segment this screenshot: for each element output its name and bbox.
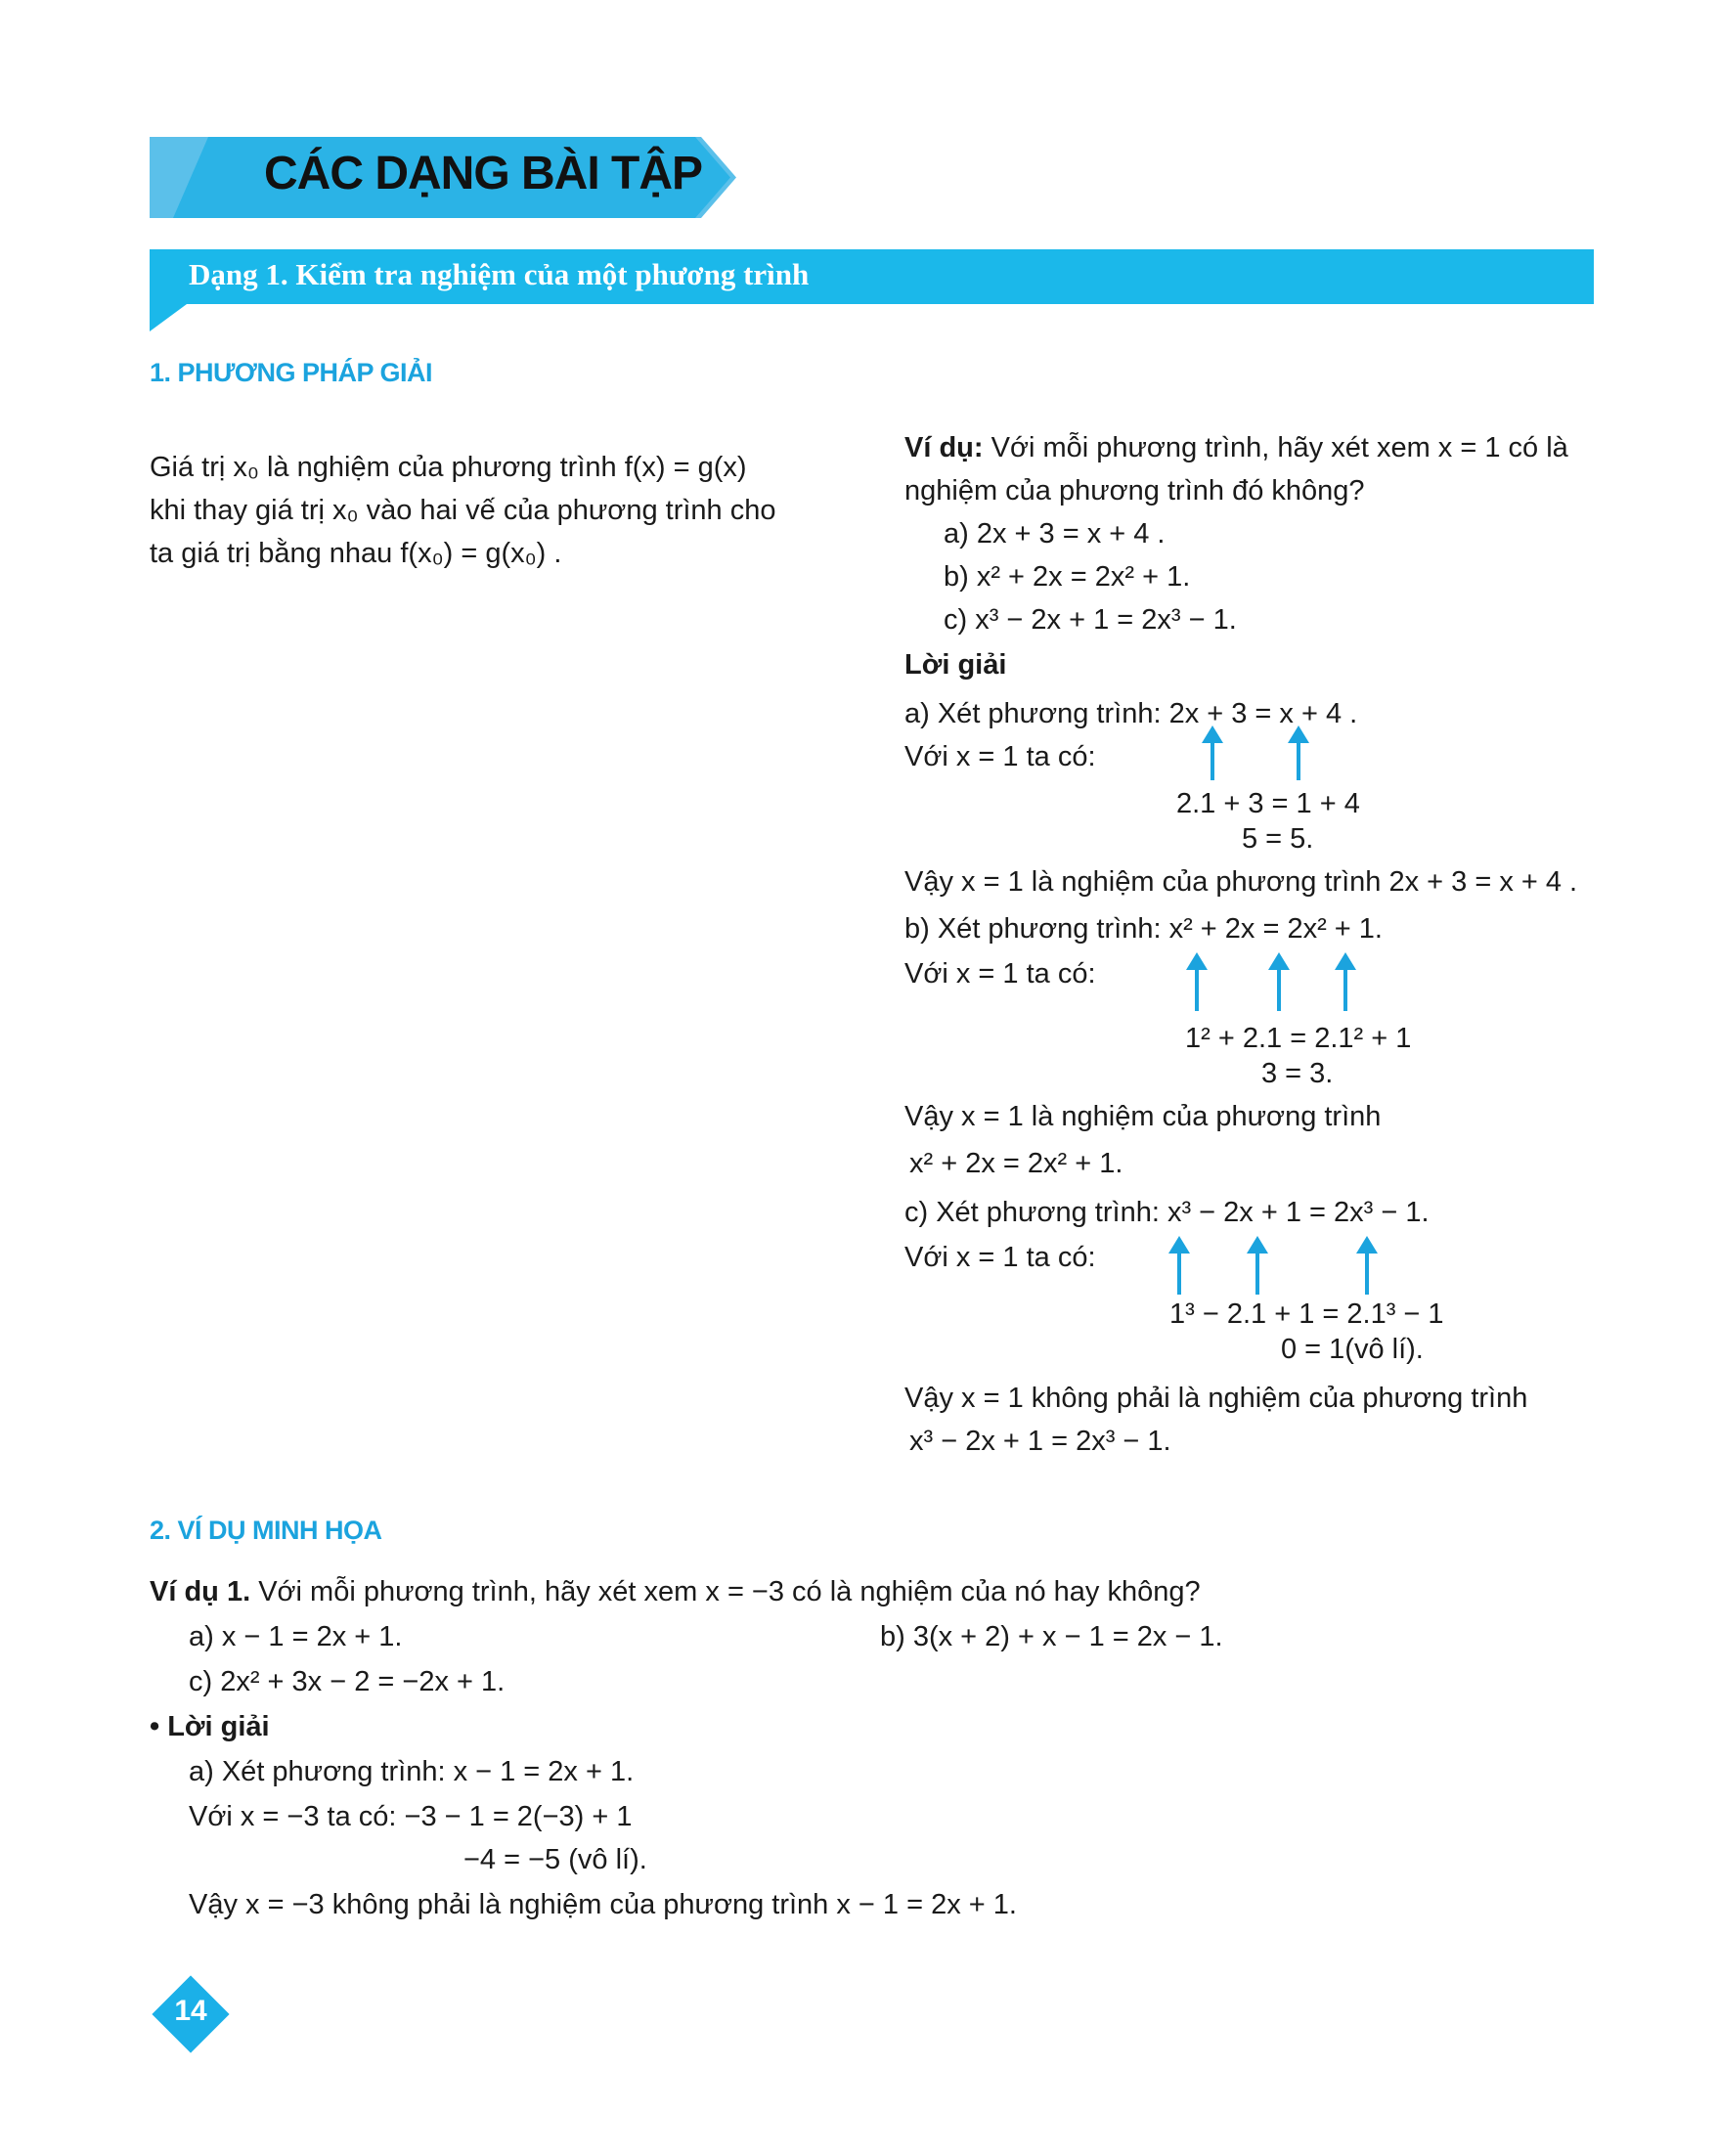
solution-a-line-2: Với x = 1 ta có:	[904, 741, 1096, 772]
solution-a-line-1: a) Xét phương trình: 2x + 3 = x + 4 .	[904, 698, 1358, 729]
solution-b-line-4: 3 = 3.	[1261, 1058, 1334, 1089]
method-line-1: Giá trị x₀ là nghiệm của phương trình f(x) = g(x)	[150, 452, 747, 483]
example-item-c: c) x³ − 2x + 1 = 2x³ − 1.	[944, 604, 1237, 636]
example-1-solution-line-3: −4 = −5 (vô lí).	[463, 1844, 647, 1875]
solution-a-line-3: 2.1 + 3 = 1 + 4	[1176, 788, 1360, 819]
solution-b-conclusion-1: Vậy x = 1 là nghiệm của phương trình	[904, 1101, 1382, 1132]
example-1-item-b: b) 3(x + 2) + x − 1 = 2x − 1.	[880, 1621, 1223, 1652]
solution-b-conclusion-2: x² + 2x = 2x² + 1.	[909, 1148, 1123, 1179]
example-1-solution-line-2: Với x = −3 ta có: −3 − 1 = 2(−3) + 1	[189, 1801, 633, 1832]
solution-c-conclusion-2: x³ − 2x + 1 = 2x³ − 1.	[909, 1426, 1171, 1457]
solution-b-line-2: Với x = 1 ta có:	[904, 958, 1096, 990]
method-line-2: khi thay giá trị x₀ vào hai vế của phương trình cho	[150, 495, 776, 526]
section-bar-corner	[150, 304, 187, 331]
solution-b-line-3: 1² + 2.1 = 2.1² + 1	[1185, 1023, 1412, 1054]
example-prompt-text: Với mỗi phương trình, hãy xét xem x = 1 có là	[983, 432, 1568, 463]
arrow-up-icon	[1365, 1250, 1369, 1295]
arrow-up-icon	[1177, 1250, 1181, 1295]
example-1-prompt	[150, 1570, 1201, 1613]
solution-a-line-4: 5 = 5.	[1242, 823, 1314, 855]
solution-c-line-2: Với x = 1 ta có:	[904, 1242, 1096, 1273]
banner-title: CÁC DẠNG BÀI TẬP	[264, 148, 702, 199]
illustration-heading: 2. VÍ DỤ MINH HỌA	[150, 1516, 382, 1545]
solution-c-line-4: 0 = 1(vô lí).	[1281, 1334, 1424, 1365]
example-1-solution-line-1: a) Xét phương trình: x − 1 = 2x + 1.	[189, 1756, 635, 1787]
arrow-up-icon	[1343, 966, 1347, 1011]
solution-label: Lời giải	[904, 649, 1007, 681]
example-label: Ví dụ:	[904, 432, 984, 463]
example-item-a: a) 2x + 3 = x + 4 .	[944, 518, 1166, 550]
example-prompt-line-2: nghiệm của phương trình đó không?	[904, 475, 1365, 506]
method-heading: 1. PHƯƠNG PHÁP GIẢI	[150, 358, 432, 387]
section-title: Dạng 1. Kiểm tra nghiệm của một phương trình	[189, 257, 810, 291]
solution-b-line-1: b) Xét phương trình: x² + 2x = 2x² + 1.	[904, 913, 1383, 945]
arrow-up-icon	[1277, 966, 1281, 1011]
arrow-up-icon	[1195, 966, 1199, 1011]
page-number-badge	[152, 1975, 230, 2053]
example-1-label: Ví dụ 1.	[150, 1576, 251, 1607]
example-prompt-line-1	[904, 426, 1568, 469]
page-number: 14	[174, 1995, 207, 2027]
solution-c-conclusion-1: Vậy x = 1 không phải là nghiệm của phương trình	[904, 1383, 1528, 1414]
example-1-prompt-text: Với mỗi phương trình, hãy xét xem x = −3 có là nghiệm của nó hay không?	[250, 1576, 1201, 1607]
arrow-up-icon	[1211, 739, 1214, 780]
solution-c-line-1: c) Xét phương trình: x³ − 2x + 1 = 2x³ − 1.	[904, 1197, 1430, 1228]
example-1-item-a: a) x − 1 = 2x + 1.	[189, 1621, 403, 1652]
arrow-up-icon	[1255, 1250, 1259, 1295]
solution-a-conclusion: Vậy x = 1 là nghiệm của phương trình 2x + 3 = x + 4 .	[904, 866, 1578, 898]
example-1-solution-label: • Lời giải	[150, 1711, 270, 1742]
solution-c-line-3: 1³ − 2.1 + 1 = 2.1³ − 1	[1169, 1298, 1444, 1330]
example-1-item-c: c) 2x² + 3x − 2 = −2x + 1.	[189, 1666, 506, 1697]
arrow-up-icon	[1297, 739, 1300, 780]
example-item-b: b) x² + 2x = 2x² + 1.	[944, 561, 1191, 593]
method-line-3: ta giá trị bằng nhau f(x₀) = g(x₀) .	[150, 538, 562, 569]
example-1-solution-conclusion: Vậy x = −3 không phải là nghiệm của phương trình x − 1 = 2x + 1.	[189, 1889, 1017, 1920]
